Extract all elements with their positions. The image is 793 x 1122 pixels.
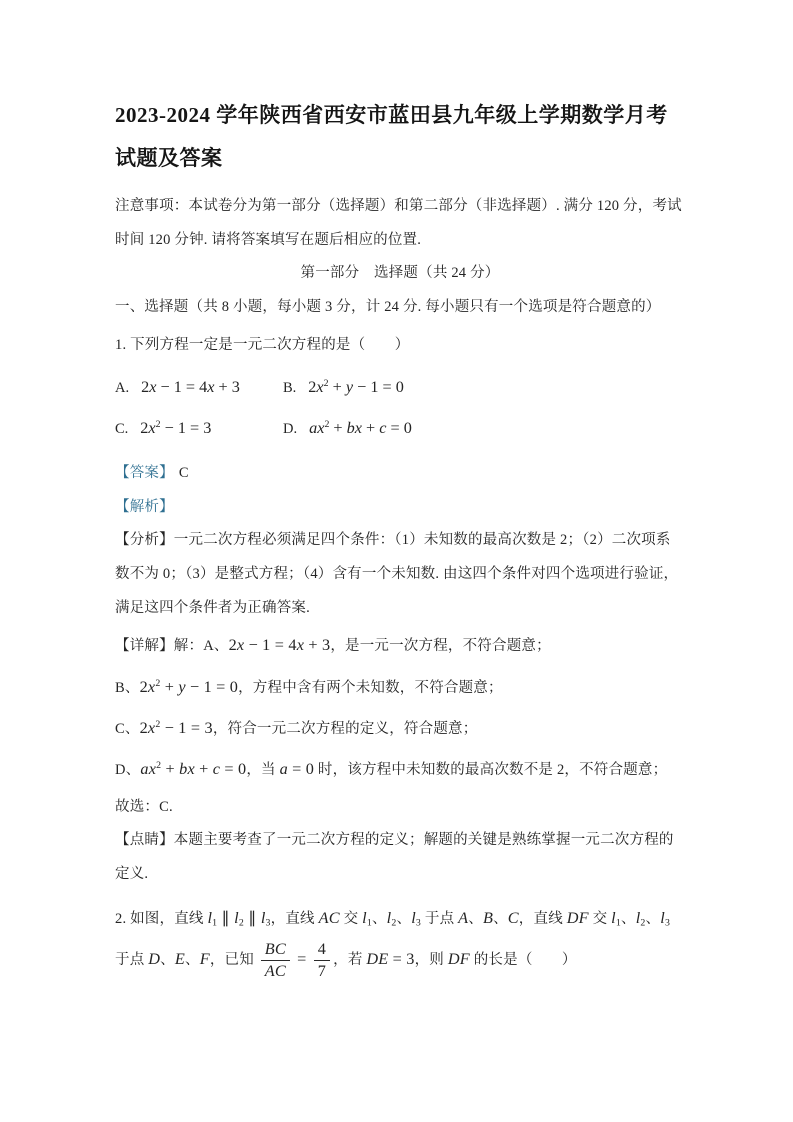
q1-option-d-equation: $ax^2$ + bx + c = 0	[309, 419, 412, 438]
q1-detail-line-a: 【详解】解：A、2x − 1 = 4x + 3，是一元一次方程，不符合题意；	[115, 636, 551, 655]
q1-comment: 【点睛】本题主要考查了一元二次方程的定义；解题的关键是熟练掌握一元二次方程的定义.	[115, 832, 674, 883]
q1-analysis-heading	[115, 491, 685, 525]
q1-option-b-equation: $2x^2 + y - 1 = 0$	[308, 378, 404, 397]
q1-option-c-label: C.	[115, 421, 129, 438]
q1-option-b	[283, 375, 404, 401]
q1-detail-line-b: B、$2x^2 + y - 1 = 0$，方程中含有两个未知数，不符合题意；	[115, 677, 503, 696]
q1-option-b-label: B.	[283, 380, 297, 397]
q1-options-row-cd	[115, 416, 685, 442]
q1-option-d	[283, 416, 412, 442]
q1-option-d-label: D.	[283, 421, 298, 438]
q1-option-c	[115, 416, 283, 442]
q1-detail-line-d: D、$ax^2$ + bx + c = 0，当 a = 0 时，该方程中未知数的最高次数不是 2，不符合题意；	[115, 760, 668, 779]
question-1-stem: 1. 下列方程一定是一元二次方程的是（ ）	[115, 336, 410, 353]
section-intro: 一、选择题（共 8 小题，每小题 3 分，计 24 分. 每小题只有一个选项是符合题意的）	[115, 298, 661, 315]
answer-value: C	[178, 465, 189, 482]
section-heading: 第一部分 选择题（共 24 分）	[300, 265, 500, 282]
question-2-stem: 2. 如图，直线 $l_1$ ∥ $l_2$ ∥ $l_3$，直线 AC 交 $l_1$、$l_2$、$l_3$ 于点 A、B、C，直线 DF 交 $l_1$、$l_2$、$l_3$ 于点 D、E、F，已知 $\frac{BC}{AC}$ = $\frac{4}{7}$ ，若 DE = 3，则 DF 的长是（ ）	[115, 908, 671, 981]
q1-option-a-equation: 2x − 1 = 4x + 3	[141, 378, 240, 397]
q1-option-c-equation: $2x^2 - 1 = 3$	[140, 419, 212, 438]
answer-label: 【答案】	[115, 465, 174, 482]
document-title: 2023-2024 学年陕西省西安市蓝田县九年级上学期数学月考试题及答案	[115, 103, 668, 171]
q1-option-a-label: A.	[115, 380, 130, 397]
q1-options-row-ab	[115, 375, 685, 401]
notice-text: 注意事项：本试卷分为第一部分（选择题）和第二部分（非选择题）. 满分 120 分，考试时间 120 分钟. 请将答案填写在题后相应的位置.	[115, 198, 682, 248]
q1-detail-line-c: C、$2x^2 - 1 = 3$，符合一元二次方程的定义，符合题意；	[115, 719, 478, 738]
q1-conclusion: 故选：C.	[115, 798, 173, 815]
q1-answer-line	[115, 457, 685, 491]
analysis-label: 【解析】	[115, 498, 174, 515]
q1-option-a	[115, 375, 283, 401]
q1-analysis-text: 【分析】一元二次方程必须满足四个条件：（1）未知数的最高次数是 2；（2）二次项系数不为 0；（3）是整式方程；（4）含有一个未知数. 由这四个条件对四个选项进行验证，满足这四个条件者为正确答案.	[115, 532, 679, 616]
